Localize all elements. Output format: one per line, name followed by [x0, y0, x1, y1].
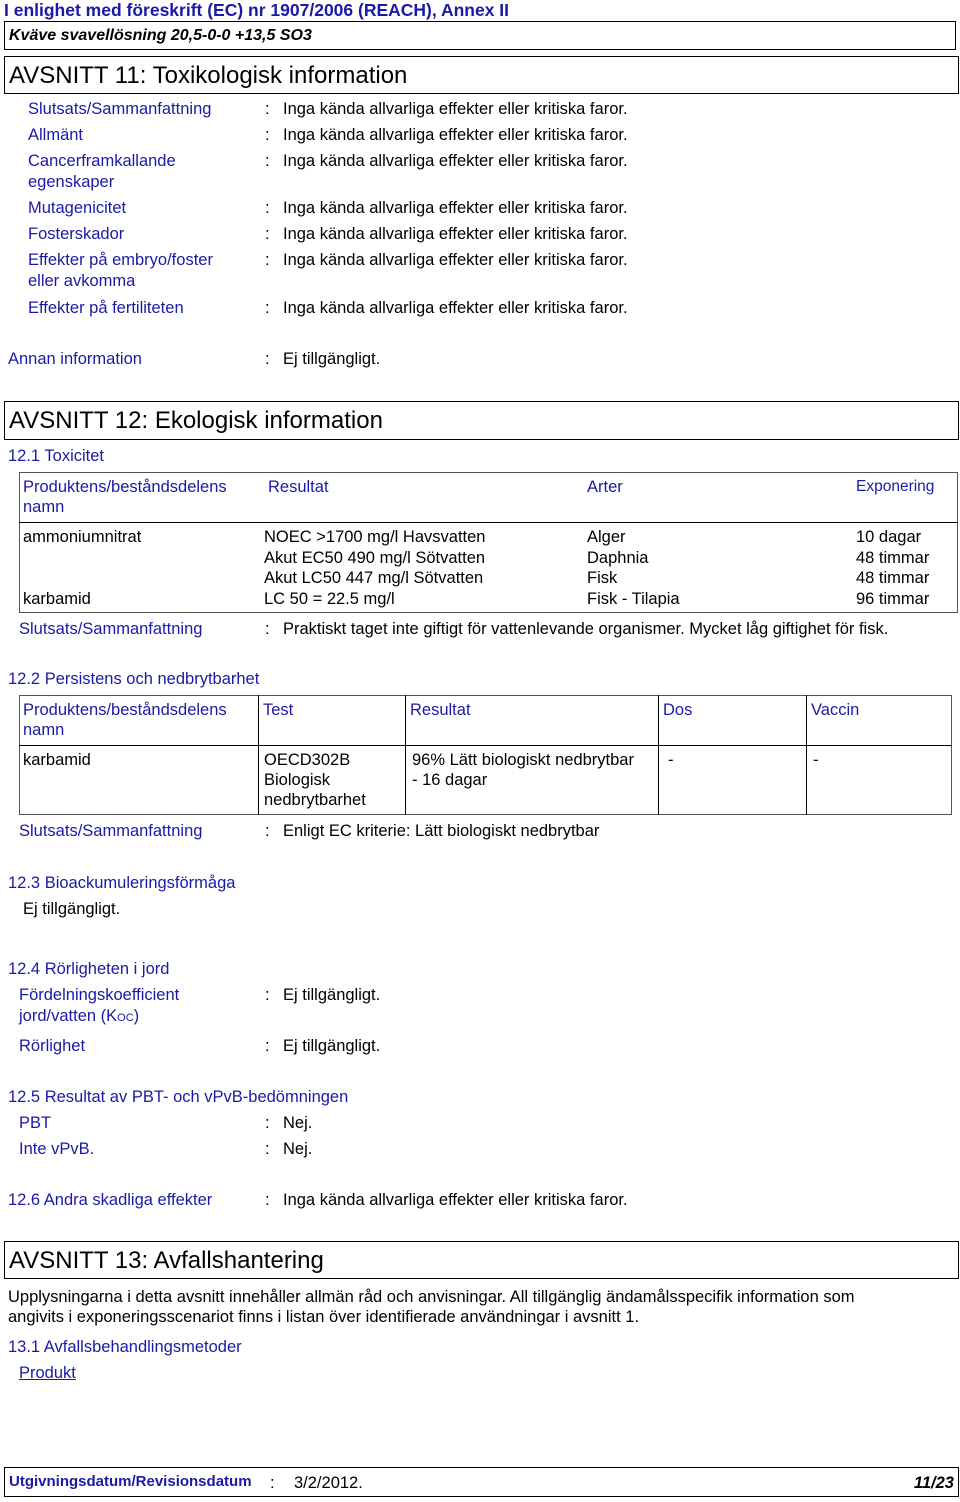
s11-colon-6: :: [265, 299, 270, 317]
s12-6-heading: 12.6 Andra skadliga effekter: [8, 1191, 213, 1209]
persist-col-rule-4: [806, 695, 807, 815]
tox-exposure-2: 48 timmar: [856, 569, 930, 587]
s12-4-heading: 12.4 Rörligheten i jord: [8, 960, 170, 978]
persist-result-2: - 16 dagar: [412, 771, 488, 789]
s11-colon-3: :: [265, 199, 270, 217]
pbt-colon: :: [265, 1114, 270, 1132]
footer-page: 11/23: [913, 1474, 954, 1492]
persist-col-name2: namn: [23, 721, 65, 739]
s11-label-2: Cancerframkallande: [28, 152, 176, 170]
s13-intro-2: angivits i exponeringsscenariot finns i listan över identifierade användningar i avsnitt 1.: [8, 1308, 640, 1326]
bioacc-value: Ej tillgängligt.: [23, 900, 121, 918]
section-13-header: [4, 1241, 959, 1279]
tox-species-3: Fisk - Tilapia: [587, 590, 680, 608]
persist-header-rule: [19, 745, 952, 746]
footer-label: Utgivningsdatum/Revisionsdatum: [9, 1473, 252, 1490]
persist-col-test: Test: [263, 701, 294, 719]
persist-name: karbamid: [23, 751, 91, 769]
pbt-label: PBT: [19, 1114, 52, 1132]
persist-result-1: 96% Lätt biologiskt nedbrytbar: [412, 751, 634, 769]
persist-col-result: Resultat: [410, 701, 471, 719]
tox-col-result: Resultat: [268, 478, 329, 496]
persist-col-rule-2: [405, 695, 406, 815]
tox-result-3: LC 50 = 22.5 mg/l: [264, 590, 395, 608]
mobility-value: Ej tillgängligt.: [283, 1037, 381, 1055]
s11-value-1: Inga kända allvarliga effekter eller kritiska faror.: [283, 126, 628, 144]
s11-value-0: Inga kända allvarliga effekter eller kritiska faror.: [283, 100, 628, 118]
product-name: Kväve svavellösning 20,5-0-0 +13,5 SO3: [9, 27, 312, 44]
footer-colon: :: [270, 1474, 275, 1492]
section-13-title: AVSNITT 13: Avfallshantering: [9, 1247, 324, 1274]
tox-name-0: ammoniumnitrat: [23, 528, 142, 546]
persist-summary-label: Slutsats/Sammanfattning: [19, 822, 203, 840]
s12-2-heading: 12.2 Persistens och nedbrytbarhet: [8, 670, 260, 688]
tox-summary-value: Praktiskt taget inte giftigt för vattenlevande organismer. Mycket låg giftighet för fisk.: [283, 620, 889, 638]
s12-3-heading: 12.3 Bioackumuleringsförmåga: [8, 874, 236, 892]
s11-value-2: Inga kända allvarliga effekter eller kritiska faror.: [283, 152, 628, 170]
s11-colon-5: :: [265, 251, 270, 269]
tox-summary-label: Slutsats/Sammanfattning: [19, 620, 203, 638]
s11-value-3: Inga kända allvarliga effekter eller kritiska faror.: [283, 199, 628, 217]
persist-col-rule-1: [258, 695, 259, 815]
koc-label-2: [19, 1006, 139, 1027]
s13-1-heading: 13.1 Avfallsbehandlingsmetoder: [8, 1338, 242, 1356]
s11-colon-4: :: [265, 225, 270, 243]
koc-label-close: ): [133, 1007, 140, 1025]
tox-col-species: Arter: [587, 478, 623, 496]
vpvb-label: Inte vPvB.: [19, 1140, 95, 1158]
s11-other-value: Ej tillgängligt.: [283, 350, 381, 368]
koc-label-text: jord/vatten (K: [19, 1007, 118, 1025]
persist-col-vaccine: Vaccin: [811, 701, 860, 719]
koc-value: Ej tillgängligt.: [283, 986, 381, 1004]
persist-test-2: Biologisk: [264, 771, 331, 789]
section-12-header: [4, 401, 959, 440]
tox-col-name: Produktens/beståndsdelens: [23, 478, 227, 496]
tox-col-name2: namn: [23, 498, 65, 516]
s11-label-1: Allmänt: [28, 126, 84, 144]
koc-subscript: OC: [117, 1012, 134, 1024]
s11-value-6: Inga kända allvarliga effekter eller kritiska faror.: [283, 299, 628, 317]
tox-result-1: Akut EC50 490 mg/l Sötvatten: [264, 549, 486, 567]
s11-other-colon: :: [265, 350, 270, 368]
persist-summary-value: Enligt EC kriterie: Lätt biologiskt nedbrytbar: [283, 822, 600, 840]
s11-colon-2: :: [265, 152, 270, 170]
s11-label-4: Fosterskador: [28, 225, 125, 243]
persist-dose: -: [668, 751, 674, 769]
s11-label-5b: eller avkomma: [28, 272, 136, 290]
tox-species-0: Alger: [587, 528, 626, 546]
mobility-colon: :: [265, 1037, 270, 1055]
regulation-title: I enlighet med föreskrift (EC) nr 1907/2006 (REACH), Annex II: [4, 0, 510, 20]
tox-species-2: Fisk: [587, 569, 618, 587]
s12-6-value: Inga kända allvarliga effekter eller kritiska faror.: [283, 1191, 628, 1209]
s11-label-3: Mutagenicitet: [28, 199, 127, 217]
tox-summary-colon: :: [265, 620, 270, 638]
s12-6-colon: :: [265, 1191, 270, 1209]
tox-col-exposure: Exponering: [856, 478, 935, 495]
tox-species-1: Daphnia: [587, 549, 649, 567]
s11-other-label: Annan information: [8, 350, 142, 368]
persist-summary-colon: :: [265, 822, 270, 840]
pbt-value: Nej.: [283, 1114, 313, 1132]
s11-label-6: Effekter på fertiliteten: [28, 299, 184, 317]
s11-value-4: Inga kända allvarliga effekter eller kritiska faror.: [283, 225, 628, 243]
persist-col-name: Produktens/beståndsdelens: [23, 701, 227, 719]
vpvb-colon: :: [265, 1140, 270, 1158]
tox-name-3: karbamid: [23, 590, 91, 608]
persist-test-3: nedbrytbarhet: [264, 791, 366, 809]
product-link[interactable]: Produkt: [19, 1364, 76, 1382]
s11-colon-0: :: [265, 100, 270, 118]
persist-test-1: OECD302B: [264, 751, 351, 769]
product-name-box: [4, 21, 956, 50]
tox-exposure-1: 48 timmar: [856, 549, 930, 567]
s12-1-heading: 12.1 Toxicitet: [8, 447, 105, 465]
tox-result-2: Akut LC50 447 mg/l Sötvatten: [264, 569, 484, 587]
vpvb-value: Nej.: [283, 1140, 313, 1158]
footer-date: 3/2/2012.: [294, 1474, 363, 1492]
section-12-title: AVSNITT 12: Ekologisk information: [9, 407, 383, 434]
section-11-title: AVSNITT 11: Toxikologisk information: [9, 62, 408, 89]
tox-exposure-0: 10 dagar: [856, 528, 922, 546]
persist-col-rule-3: [658, 695, 659, 815]
section-11-header: [4, 56, 959, 94]
s13-intro-1: Upplysningarna i detta avsnitt innehåller allmän råd och anvisningar. All tillgänglig ändamålsspecifik information som: [8, 1288, 855, 1306]
tox-exposure-3: 96 timmar: [856, 590, 930, 608]
s11-colon-1: :: [265, 126, 270, 144]
s11-label-0: Slutsats/Sammanfattning: [28, 100, 212, 118]
mobility-label: Rörlighet: [19, 1037, 86, 1055]
tox-header-rule: [19, 522, 958, 523]
s11-value-5: Inga kända allvarliga effekter eller kritiska faror.: [283, 251, 628, 269]
s11-label-5: Effekter på embryo/foster: [28, 251, 213, 269]
s12-5-heading: 12.5 Resultat av PBT- och vPvB-bedömningen: [8, 1088, 349, 1106]
footer-box: [4, 1467, 959, 1497]
persist-vaccine: -: [813, 751, 819, 769]
persist-col-dose: Dos: [663, 701, 693, 719]
koc-colon: :: [265, 986, 270, 1004]
s11-label-2b: egenskaper: [28, 173, 115, 191]
tox-result-0: NOEC >1700 mg/l Havsvatten: [264, 528, 486, 546]
koc-label-1: Fördelningskoefficient: [19, 986, 180, 1004]
